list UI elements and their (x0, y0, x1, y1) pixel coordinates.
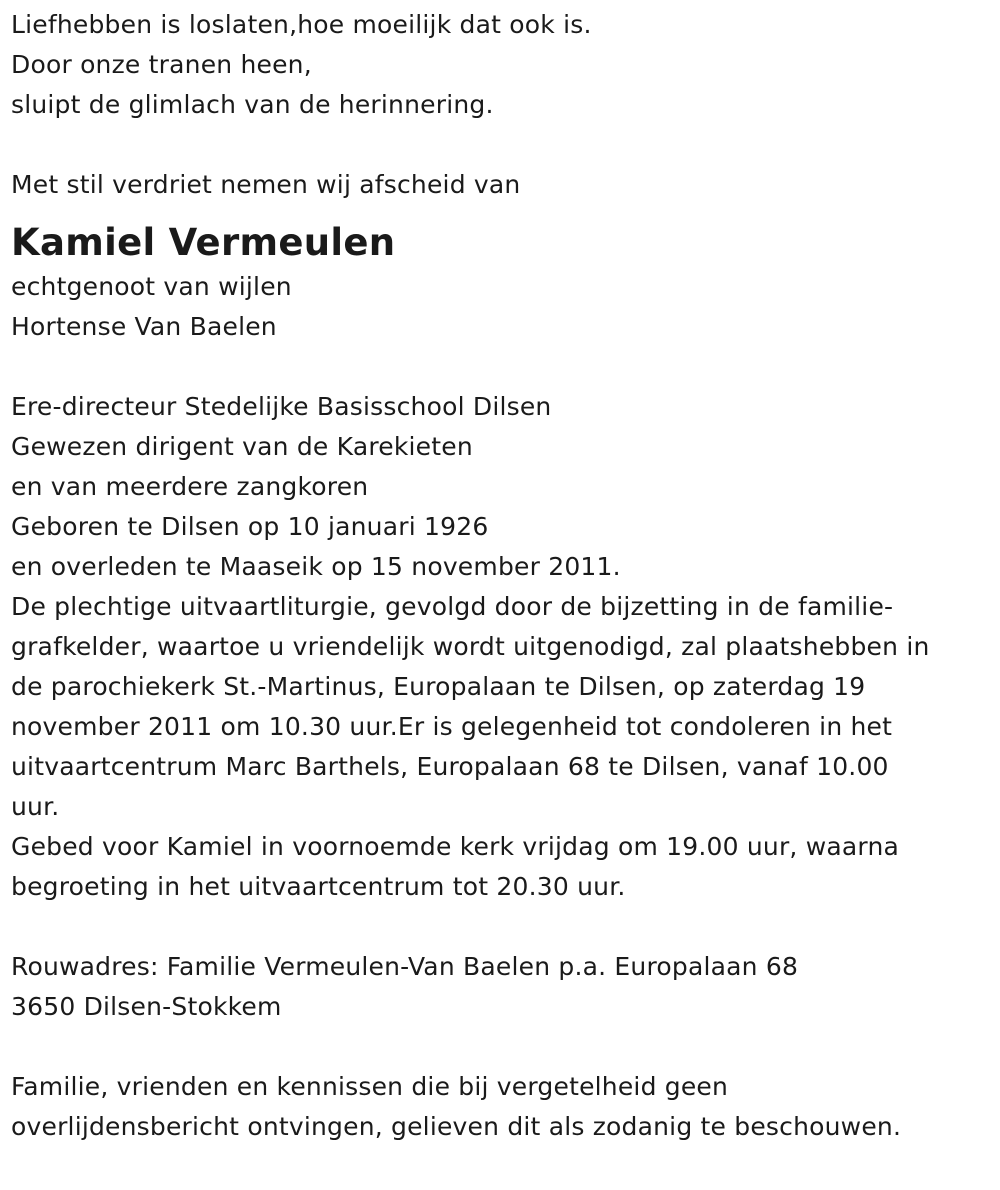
spacer (11, 347, 991, 387)
birth-line: Geboren te Dilsen op 10 januari 1926 (11, 512, 489, 541)
spouse-line-2: Hortense Van Baelen (11, 312, 277, 341)
prayer-line-2: begroeting in het uitvaartcentrum tot 20.30 uur. (11, 872, 626, 901)
poem-line-3: sluipt de glimlach van de herinnering. (11, 90, 494, 119)
spacer (11, 1027, 991, 1067)
spouse-line-1: echtgenoot van wijlen (11, 272, 292, 301)
funeral-line-5: uitvaartcentrum Marc Barthels, Europalaan 68 te Dilsen, vanaf 10.00 (11, 752, 889, 781)
obituary-notice (11, 0, 991, 1147)
spacer (11, 125, 991, 165)
funeral-line-6: uur. (11, 792, 60, 821)
intro-text: Met stil verdriet nemen wij afscheid van (11, 170, 521, 199)
funeral-line-2: grafkelder, waartoe u vriendelijk wordt uitgenodigd, zal plaatshebben in (11, 632, 930, 661)
address-line-2: 3650 Dilsen-Stokkem (11, 992, 282, 1021)
funeral-line-1: De plechtige uitvaartliturgie, gevolgd door de bijzetting in de familie- (11, 592, 894, 621)
notice-line-2: overlijdensbericht ontvingen, gelieven dit als zodanig te beschouwen. (11, 1112, 902, 1141)
career-line-1: Ere-directeur Stedelijke Basisschool Dilsen (11, 392, 552, 421)
spacer (11, 907, 991, 947)
prayer-line-1: Gebed voor Kamiel in voornoemde kerk vrijdag om 19.00 uur, waarna (11, 832, 900, 861)
poem-line-1: Liefhebben is loslaten,hoe moeilijk dat ook is. (11, 10, 592, 39)
death-line: en overleden te Maaseik op 15 november 2011. (11, 552, 621, 581)
poem-line-2: Door onze tranen heen, (11, 50, 312, 79)
career-line-3: en van meerdere zangkoren (11, 472, 369, 501)
notice-line-1: Familie, vrienden en kennissen die bij vergetelheid geen (11, 1072, 729, 1101)
deceased-name: Kamiel Vermeulen (11, 221, 396, 264)
address-line-1: Rouwadres: Familie Vermeulen-Van Baelen p.a. Europalaan 68 (11, 952, 799, 981)
funeral-line-3: de parochiekerk St.-Martinus, Europalaan te Dilsen, op zaterdag 19 (11, 672, 866, 701)
career-line-2: Gewezen dirigent van de Karekieten (11, 432, 473, 461)
funeral-line-4: november 2011 om 10.30 uur.Er is gelegenheid tot condoleren in het (11, 712, 893, 741)
